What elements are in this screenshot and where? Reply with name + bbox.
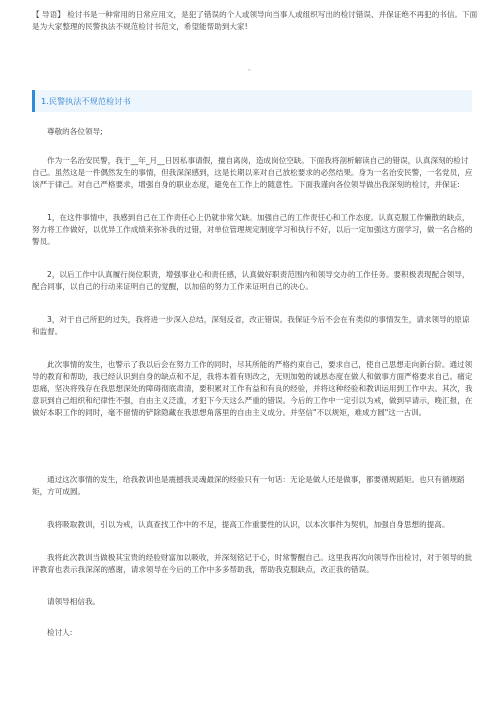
signature-label: 检讨人: [47,628,73,637]
paragraph-reflection: 此次事情的发生，也警示了我以后会在努力工作的同时，尽其所能的严格约束自己，要求自己，使自己思想走向新台阶。通过领导的教育和帮助，我已经认识到自身的缺点和不足，我将本着有则改之，无则加勉的诚恳态度在做人和做事方面严格要求自己。痛定思痛，坚决将残存在我思想深处的障碍彻底肃清，要积累对工作有益和有良的经验，并将这种经验和教训运用到工作中去。其次，我意识到自己组织和纪律性不强，自由主义泛滥，才犯下今天这么严重的错误。今后的工作中一定引以为戒，做到早请示，晚汇报，在做好本职工作的同时，毫不留情的铲除隐藏在我思想角落里的自由主义成分。并坚信"不以规矩，难成方圆"这一古训。 [32,360,473,418]
section-heading-bar [32,90,472,112]
separator-mark: 。 [248,64,255,72]
paragraph-opening: 作为一名治安民警，我于__年_月__日因私事请假，擅自离岗，造成岗位空缺。下面我将剖析解读自己的错误，认真深刻的检讨自己。虽然这是一件偶然发生的事情，但我深深感到，这是长期以来对自己放松要求的必然结果。身为一名治安民警，一名党员，应该严于律己。对自己严格要求，增强自身的职业态度，避免在工作上的随意性。下面我谨向各位领导做出我深刻的检讨，并保证: [32,156,473,190]
paragraph-gratitude: 我将此次教训当做极其宝贵的经验财富加以吸收，并深刻铭记于心，时常警醒自己。这里我再次向领导作出检讨，对于领导的批评教育也表示我深深的感谢，请求领导在今后的工作中多多帮助我，帮助我克服缺点，改正我的错误。 [32,553,473,575]
section-title[interactable]: 1.民警执法不规范检讨书 [41,96,131,106]
paragraph-improvement: 我将吸取教训，引以为戒，认真查找工作中的不足，提高工作重要性的认识，以本次事件为契机，加强自身思想的提高。 [47,520,450,529]
intro-text: 【 导语】 检讨书是一种常用的日常应用文，是犯了错误的个人或领导向当事人或组织写出的检讨错误、并保证绝不再犯的书信。下面是为大家整理的民警执法不规范检讨书范文，希望能帮助到大家! [32,10,478,31]
paragraph-point-2: 2，以后工作中认真履行岗位职责，增强事业心和责任感，认真做好职责范围内和领导交办的工作任务。要积极表现配合领导，配合同事，以自己的行动来证明自己的觉醒，以加倍的努力工作来证明自己的决心。 [32,270,470,292]
paragraph-lesson: 通过这次事情的发生，给我教训也是震撼我灵魂最深的经验只有一句话：无论是做人还是做事，都要循规蹈矩。也只有循规蹈矩，方可成圆。 [32,475,465,497]
paragraph-point-1: 1，在这件事情中，我感到自己在工作责任心上仍就非常欠缺。加强自己的工作责任心和工作态度。认真克服工作懒散的缺点，努力将工作做好，以优异工作成绩来弥补我的过错，对单位管理规定制度学习和执行不好，以后一定加强这方面学习，做一名合格的警员。 [32,213,473,247]
salutation: 尊敬的各位领导; [47,127,103,136]
paragraph-trust: 请领导相信我。 [47,597,101,606]
paragraph-point-3: 3，对于自己所犯的过失，我将进一步深入总结，深刻反省，改正错误。我保证今后不会在有类似的事情发生，请求领导的原谅和监督。 [32,315,470,337]
